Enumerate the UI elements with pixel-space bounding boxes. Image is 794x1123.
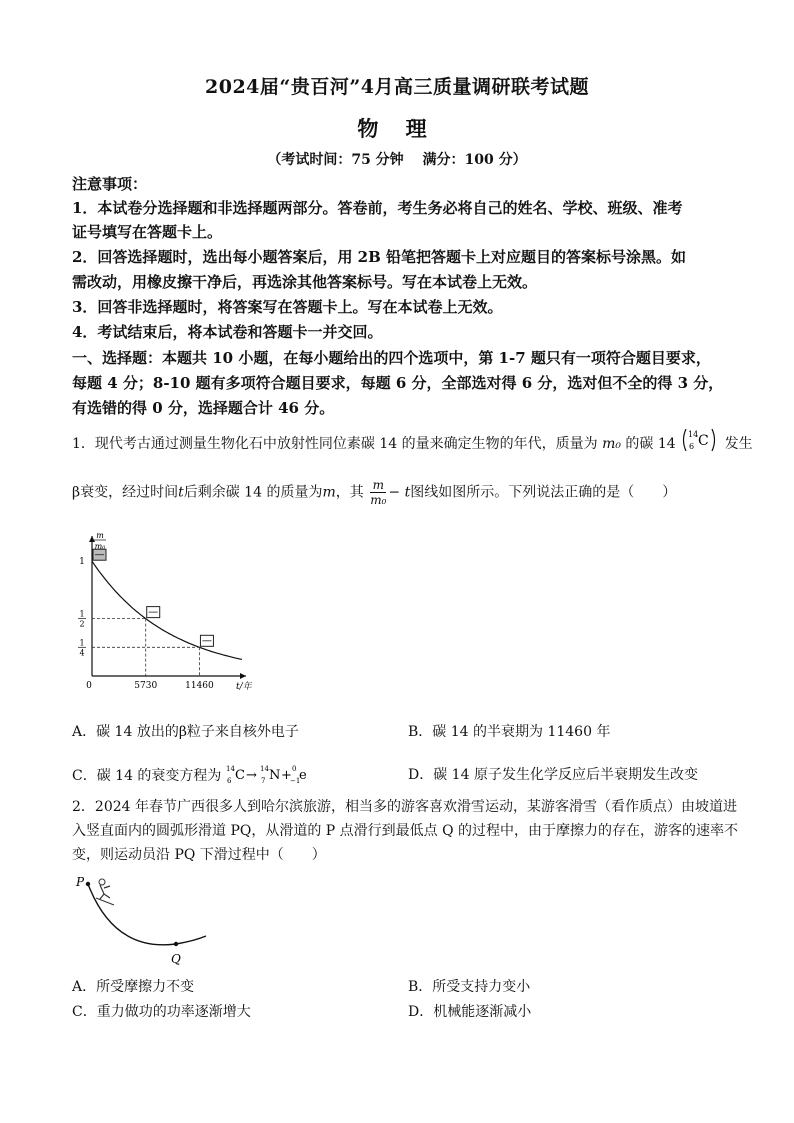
q1-line-1 <box>72 427 753 461</box>
svg-text:6: 6 <box>226 777 232 785</box>
label-p: P <box>76 875 85 889</box>
fraction-m-over-m0 <box>370 478 386 507</box>
y-tick-numerator: 1 <box>79 609 85 619</box>
y-axis-label-den: m₀ <box>94 542 106 551</box>
q1-line-2 <box>72 478 676 507</box>
note-line: 4．考试结束后，将本试卷和答题卡一并交回。 <box>72 323 383 341</box>
q1-option-c[interactable] <box>72 762 326 790</box>
svg-text:14: 14 <box>688 430 699 439</box>
notes-heading: 注意事项： <box>72 175 148 193</box>
q1-option-a[interactable]: A．碳 14 放出的β粒子来自核外电子 <box>72 724 299 740</box>
subject-title: 物 理 <box>357 116 437 141</box>
exam-title: 2024届“贵百河”4月高三质量调研联考试题 <box>205 76 589 98</box>
decay-curve <box>92 561 242 659</box>
note-line: 证号填写在答题卡上。 <box>72 223 223 241</box>
q2-option-d[interactable]: D．机械能逐渐减小 <box>408 1004 532 1020</box>
point-q <box>174 942 178 946</box>
y-axis-label-num: m <box>96 531 104 540</box>
note-line: 3．回答非选择题时，将答案写在答题卡上。写在本试卷上无效。 <box>72 298 503 316</box>
svg-text:14: 14 <box>259 765 269 773</box>
q1-text: β衰变，经过时间 <box>72 484 179 501</box>
exam-time-info: （考试时间：75 分钟 满分：100 分） <box>267 152 527 168</box>
x-tick-label: 5730 <box>134 681 158 691</box>
q1-text: 图线如图所示。下列说法正确的是（ ） <box>410 484 677 501</box>
svg-text:14: 14 <box>225 765 235 773</box>
note-line: 需改动，用橡皮擦干净后，再选涂其他答案标号。写在本试卷上无效。 <box>72 273 538 291</box>
svg-text:6: 6 <box>689 442 695 451</box>
svg-text:e: e <box>298 768 307 783</box>
q1-option-c-label: C．碳 14 的衰变方程为 <box>72 768 222 784</box>
y-tick-label: 1 <box>79 557 85 568</box>
frac-den: m₀ <box>370 493 387 507</box>
q1-text: 的碳 14 <box>625 436 676 452</box>
q1-text: 后剩余碳 14 的质量为 <box>183 484 323 501</box>
label-q: Q <box>171 952 181 966</box>
q2-line: 入竖直面内的圆弧形滑道 PQ，从滑道的 P 点滑行到最低点 Q 的过程中，由于摩擦力的存在，游客的速率不 <box>72 823 739 839</box>
q2-option-a[interactable]: A．所受摩擦力不变 <box>72 979 195 995</box>
x-tick-label: 0 <box>86 681 92 691</box>
decay-equation <box>226 762 326 790</box>
carbon14-nuclide <box>680 427 720 461</box>
svg-text:C: C <box>234 768 245 783</box>
x-axis-arrow <box>240 673 246 679</box>
note-line: 1．本试卷分选择题和非选择题两部分。答卷前，考生务必将自己的姓名、学校、班级、准考 <box>72 199 683 217</box>
svg-text:+: + <box>280 768 292 783</box>
x-axis-label: t/年 <box>236 682 252 692</box>
svg-text:−1: −1 <box>289 777 301 785</box>
y-tick-denominator: 2 <box>79 619 85 629</box>
q1-text: ，其 <box>335 484 364 501</box>
section-instructions: 一、选择题：本题共 10 小题，在每小题给出的四个选项中，第 1-7 题只有一项符合题目要求， <box>72 349 711 367</box>
q1-text: 1．现代考古通过测量生物化石中放射性同位素碳 14 的量来确定生物的年代，质量为 <box>72 436 598 452</box>
q1-m: m <box>322 484 336 501</box>
y-tick-numerator: 1 <box>79 638 85 648</box>
svg-text:N: N <box>268 768 281 783</box>
q1-t: t <box>178 484 184 501</box>
q2-line: 变，则运动员沿 PQ 下滑过程中（ ） <box>72 847 326 863</box>
q1-m0: m₀ <box>602 436 621 452</box>
point-p <box>86 882 90 886</box>
q2-line: 2．2024 年春节广西很多人到哈尔滨旅游，相当多的游客喜欢滑雪运动，某游客滑雪（看作质点）由坡道进 <box>72 799 737 815</box>
skier-icon <box>96 879 114 905</box>
svg-text:0: 0 <box>291 765 297 773</box>
note-line: 2．回答选择题时，选出每小题答案后，用 2B 铅笔把答题卡上对应题目的答案标号涂黑。如 <box>72 248 687 266</box>
frac-num: m <box>370 478 386 493</box>
arc-track <box>88 884 206 945</box>
svg-text:7: 7 <box>260 777 266 785</box>
svg-text:→: → <box>245 768 257 783</box>
decay-chart <box>70 528 250 698</box>
svg-text:C: C <box>698 433 709 449</box>
q1-option-b[interactable]: B．碳 14 的半衰期为 11460 年 <box>408 724 611 740</box>
q1-minus-t: − t <box>388 484 411 501</box>
section-instructions: 每题 4 分；8-10 题有多项符合题目要求，每题 6 分，全部选对得 6 分，选对但不全的得 3 分， <box>72 374 724 392</box>
arc-track-figure <box>74 872 214 967</box>
q2-option-c[interactable]: C．重力做功的功率逐渐增大 <box>72 1004 251 1020</box>
section-instructions: 有选错的得 0 分，选择题合计 46 分。 <box>72 399 335 417</box>
y-tick-denominator: 4 <box>79 648 85 658</box>
q1-text: 发生 <box>724 436 753 452</box>
q2-option-b[interactable]: B．所受支持力变小 <box>408 979 531 995</box>
q1-option-d[interactable]: D．碳 14 原子发生化学反应后半衰期发生改变 <box>408 767 698 783</box>
x-tick-label: 11460 <box>185 681 214 691</box>
